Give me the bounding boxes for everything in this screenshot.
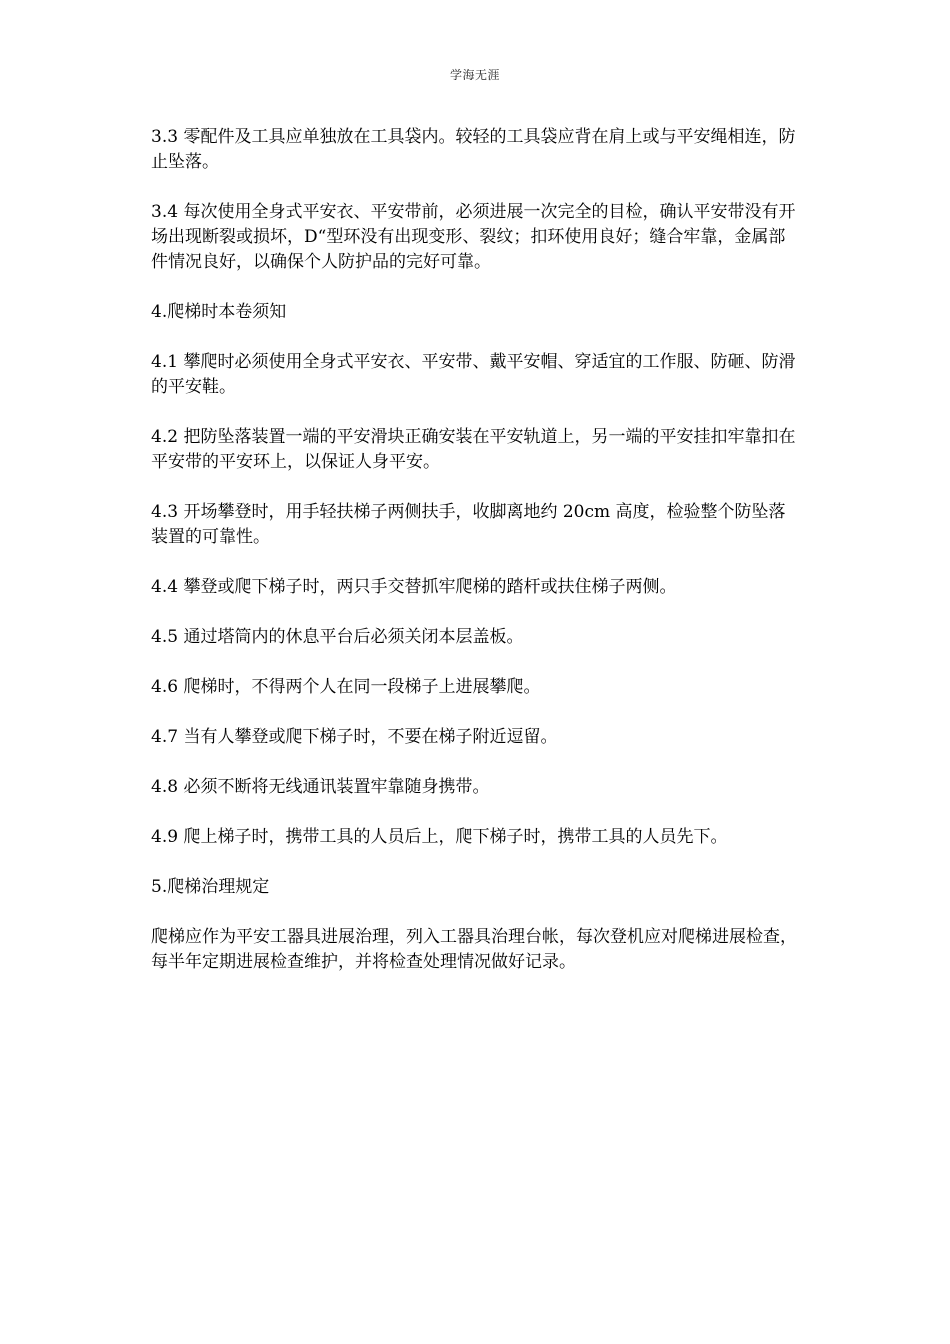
section-heading-4: 4.爬梯时本卷须知 xyxy=(151,302,287,322)
paragraph-4-7: 4.7 当有人攀登或爬下梯子时，不要在梯子附近逗留。 xyxy=(151,727,558,747)
paragraph-4-6: 4.6 爬梯时，不得两个人在同一段梯子上进展攀爬。 xyxy=(151,677,541,697)
paragraph-4-4: 4.4 攀登或爬下梯子时，两只手交替抓牢爬梯的踏杆或扶住梯子两侧。 xyxy=(151,577,677,597)
paragraph-4-5: 4.5 通过塔筒内的休息平台后必须关闭本层盖板。 xyxy=(151,627,524,647)
paragraph-5-body: 爬梯应作为平安工器具进展治理，列入工器具治理台帐，每次登机应对爬梯进展检查，每半年定期进展检查维护，并将检查处理情况做好记录。 xyxy=(151,927,797,972)
paragraph-4-1: 4.1 攀爬时必须使用全身式平安衣、平安带、戴平安帽、穿适宜的工作服、防砸、防滑的平安鞋。 xyxy=(151,352,796,397)
page-header: 学海无涯 xyxy=(449,68,500,82)
paragraph-4-8: 4.8 必须不断将无线通讯装置牢靠随身携带。 xyxy=(151,777,490,797)
section-heading-5: 5.爬梯治理规定 xyxy=(151,877,270,897)
document-body xyxy=(151,125,801,1000)
paragraph-4-3: 4.3 开场攀登时，用手轻扶梯子两侧扶手，收脚离地约 20cm 高度，检验整个防坠落装置的可靠性。 xyxy=(151,502,786,547)
paragraph-4-9: 4.9 爬上梯子时，携带工具的人员后上，爬下梯子时，携带工具的人员先下。 xyxy=(151,827,728,847)
paragraph-3-4: 3.4 每次使用全身式平安衣、平安带前，必须进展一次完全的目检，确认平安带没有开场出现断裂或损坏，D“型环没有出现变形、裂纹；扣环使用良好；缝合牢靠，金属部件情况良好，以确保个人防护品的完好可靠。 xyxy=(151,202,796,272)
paragraph-3-3: 3.3 零配件及工具应单独放在工具袋内。较轻的工具袋应背在肩上或与平安绳相连，防止坠落。 xyxy=(151,127,796,172)
paragraph-4-2: 4.2 把防坠落装置一端的平安滑块正确安装在平安轨道上，另一端的平安挂扣牢靠扣在平安带的平安环上，以保证人身平安。 xyxy=(151,427,796,472)
